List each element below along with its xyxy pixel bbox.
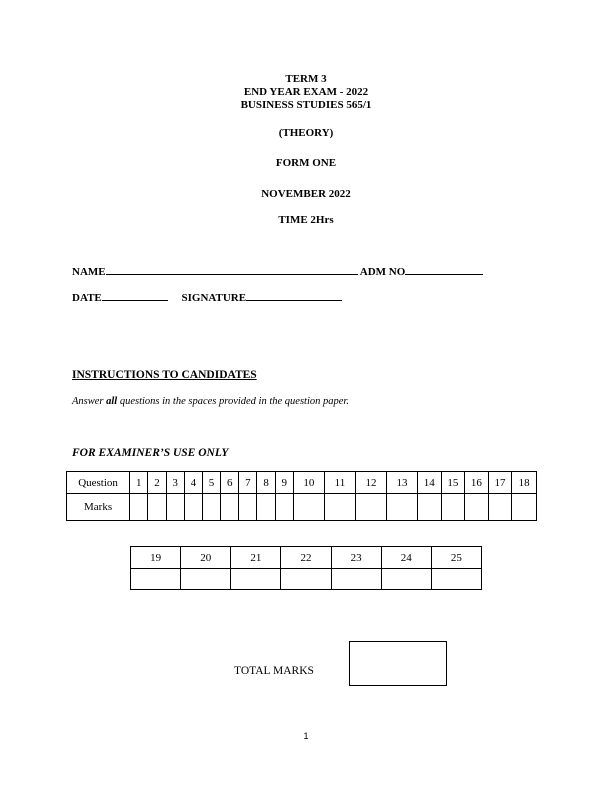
examiner-title: FOR EXAMINER’S USE ONLY (72, 447, 229, 459)
name-field[interactable] (106, 265, 358, 275)
date-label: DATE (72, 292, 102, 304)
question-number: 9 (275, 472, 293, 494)
exam-term: TERM 3 (285, 73, 327, 85)
signature-field[interactable] (246, 291, 342, 301)
signature-label: SIGNATURE (181, 292, 247, 304)
mark-cell[interactable] (166, 494, 184, 521)
question-number: 24 (381, 547, 431, 569)
question-number: 3 (166, 472, 184, 494)
mark-cell[interactable] (202, 494, 220, 521)
instructions-text (72, 396, 349, 407)
marks-table-1 (66, 471, 537, 521)
mark-cell[interactable] (418, 494, 442, 521)
exam-title: END YEAR EXAM - 2022 (243, 86, 369, 98)
total-marks-label: TOTAL MARKS (234, 665, 314, 677)
question-number: 22 (281, 547, 331, 569)
question-number: 19 (131, 547, 181, 569)
exam-subject: BUSINESS STUDIES 565/1 (240, 99, 372, 111)
marks-row (131, 569, 482, 590)
question-number: 5 (202, 472, 220, 494)
date-row (72, 291, 342, 304)
question-number: 20 (181, 547, 231, 569)
total-marks-box[interactable] (349, 641, 447, 686)
name-row (72, 265, 483, 278)
mark-cell[interactable] (331, 569, 381, 590)
mark-cell[interactable] (512, 494, 537, 521)
mark-cell[interactable] (181, 569, 231, 590)
mark-cell[interactable] (221, 494, 239, 521)
question-number: 8 (257, 472, 275, 494)
question-number: 6 (221, 472, 239, 494)
marks-header: Marks (67, 494, 130, 521)
question-number: 18 (512, 472, 537, 494)
question-header: Question (67, 472, 130, 494)
name-label: NAME (72, 266, 106, 278)
instruction-text-part: Answer (72, 396, 107, 407)
exam-date: NOVEMBER 2022 (261, 188, 351, 200)
marks-table-2 (130, 546, 482, 590)
question-number: 13 (386, 472, 417, 494)
mark-cell[interactable] (465, 494, 489, 521)
mark-cell[interactable] (257, 494, 275, 521)
mark-cell[interactable] (441, 494, 465, 521)
mark-cell[interactable] (386, 494, 417, 521)
instruction-emphasis: all (106, 396, 118, 407)
instructions-title: INSTRUCTIONS TO CANDIDATES (72, 369, 257, 381)
question-number: 10 (293, 472, 324, 494)
question-row (131, 547, 482, 569)
date-field[interactable] (102, 291, 168, 301)
exam-time: TIME 2Hrs (278, 214, 334, 226)
mark-cell[interactable] (431, 569, 481, 590)
mark-cell[interactable] (488, 494, 512, 521)
question-number: 12 (355, 472, 386, 494)
mark-cell[interactable] (381, 569, 431, 590)
question-number: 15 (441, 472, 465, 494)
marks-row (67, 494, 537, 521)
mark-cell[interactable] (324, 494, 355, 521)
mark-cell[interactable] (275, 494, 293, 521)
question-number: 7 (239, 472, 257, 494)
question-number: 25 (431, 547, 481, 569)
question-number: 4 (184, 472, 202, 494)
question-number: 14 (418, 472, 442, 494)
adm-no-label: ADM NO (359, 266, 406, 278)
adm-no-field[interactable] (405, 265, 483, 275)
mark-cell[interactable] (131, 569, 181, 590)
page-number: 1 (303, 731, 309, 741)
paper-type: (THEORY) (278, 127, 334, 139)
question-number: 23 (331, 547, 381, 569)
question-number: 21 (231, 547, 281, 569)
mark-cell[interactable] (239, 494, 257, 521)
mark-cell[interactable] (130, 494, 148, 521)
question-number: 17 (488, 472, 512, 494)
mark-cell[interactable] (231, 569, 281, 590)
instruction-text-part: questions in the spaces provided in the question paper. (117, 396, 349, 407)
mark-cell[interactable] (281, 569, 331, 590)
question-number: 1 (130, 472, 148, 494)
mark-cell[interactable] (184, 494, 202, 521)
question-number: 16 (465, 472, 489, 494)
question-number: 2 (148, 472, 166, 494)
mark-cell[interactable] (355, 494, 386, 521)
question-row (67, 472, 537, 494)
mark-cell[interactable] (148, 494, 166, 521)
exam-form: FORM ONE (275, 157, 337, 169)
question-number: 11 (324, 472, 355, 494)
mark-cell[interactable] (293, 494, 324, 521)
